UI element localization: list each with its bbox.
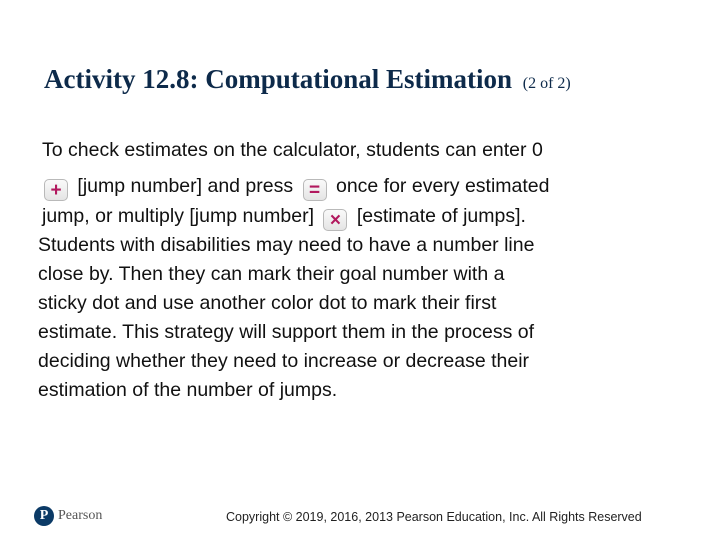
slide-title-main: Activity 12.8: Computational Estimation: [44, 64, 512, 94]
times-key-icon: ×: [323, 209, 347, 231]
pearson-logo: [34, 506, 102, 526]
slide-title-part: (2 of 2): [522, 75, 571, 92]
body-line-2-part-a: [jump number] and press: [77, 175, 294, 197]
equals-key-icon: =: [303, 179, 327, 201]
pearson-logo-icon: P: [34, 506, 54, 526]
slide-title: [44, 64, 571, 95]
plus-key-icon: +: [44, 179, 68, 201]
body-line-3: [42, 202, 526, 231]
body-line-4: Students with disabilities may need to have a number line: [38, 234, 535, 256]
body-line-1: To check estimates on the calculator, students can enter 0: [42, 139, 543, 161]
pearson-logo-text: Pearson: [58, 508, 103, 523]
body-line-9: estimation of the number of jumps.: [38, 379, 338, 401]
body-line-3-part-b: [estimate of jumps].: [356, 205, 526, 227]
body-line-6: sticky dot and use another color dot to mark their first: [38, 292, 497, 314]
body-line-8: deciding whether they need to increase or decrease their: [38, 350, 530, 372]
body-line-7: estimate. This strategy will support them in the process of: [38, 321, 535, 343]
body-line-2: [40, 172, 550, 201]
body-line-5: close by. Then they can mark their goal number with a: [38, 263, 505, 285]
body-line-2-part-b: once for every estimated: [335, 175, 550, 197]
copyright-notice: Copyright © 2019, 2016, 2013 Pearson Education, Inc. All Rights Reserved: [226, 510, 642, 524]
body-line-3-part-a: jump, or multiply [jump number]: [42, 205, 315, 227]
